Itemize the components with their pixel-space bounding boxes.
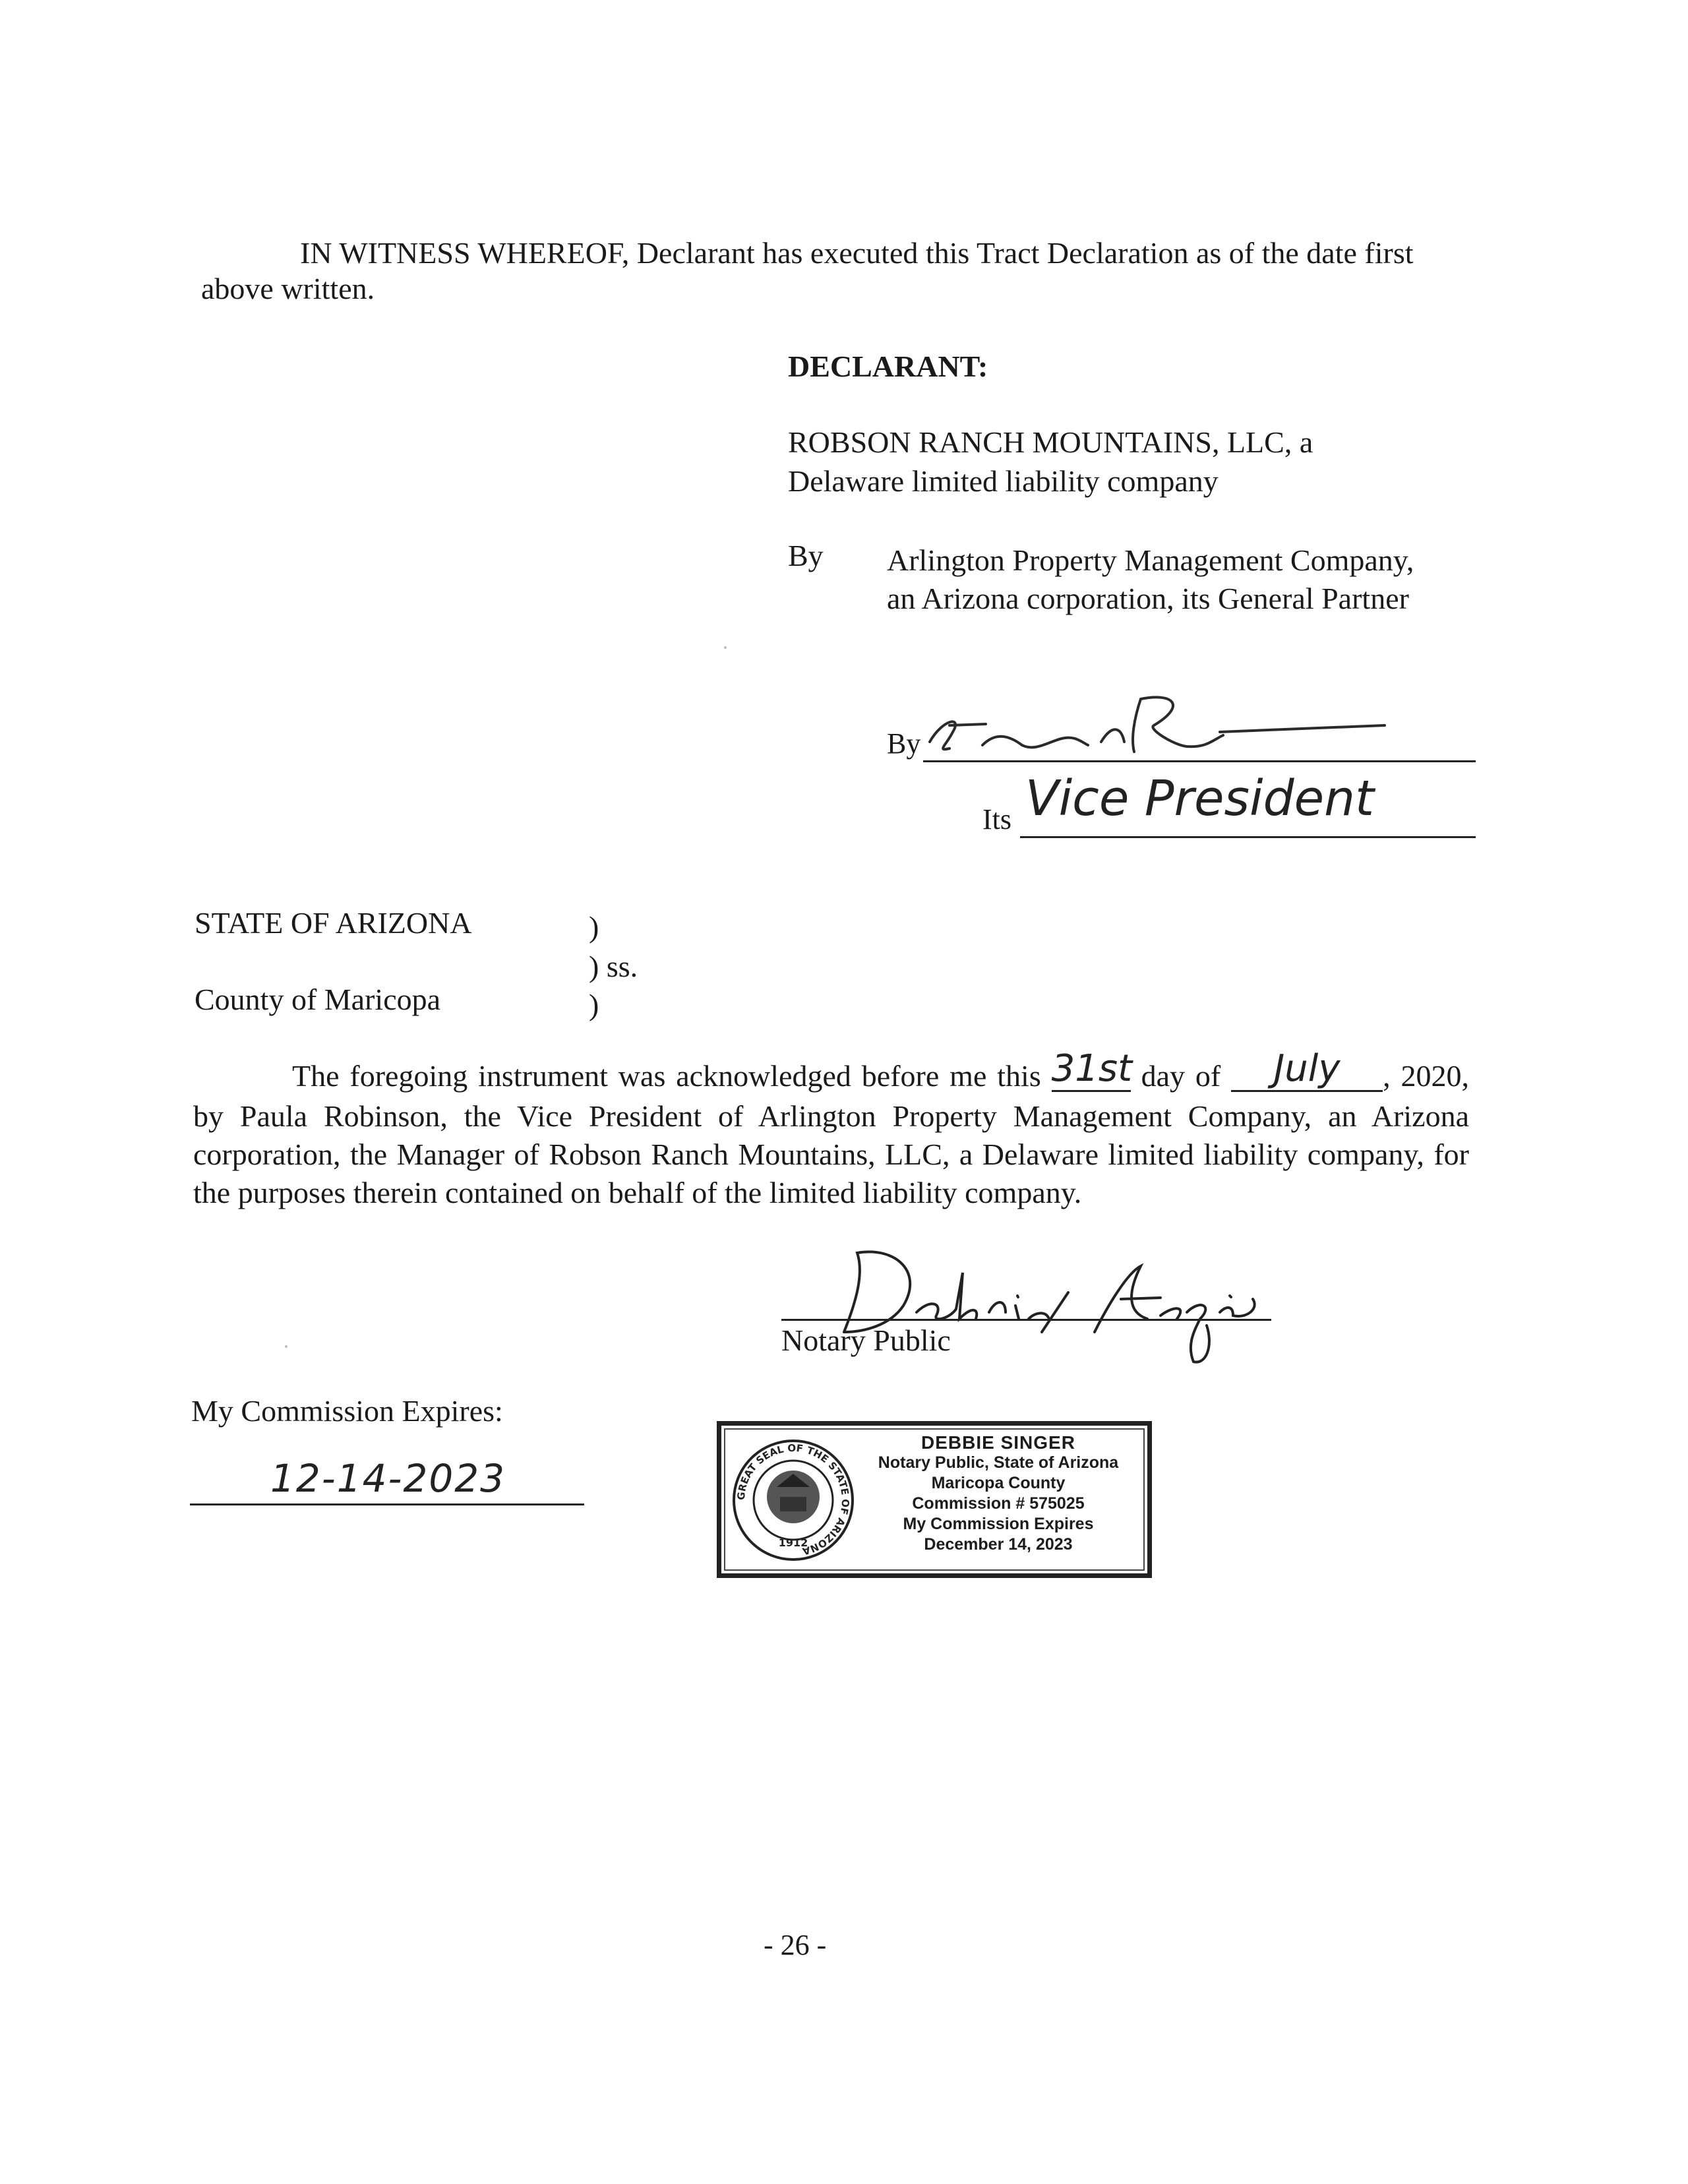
stamp-text-block — [850, 1432, 1147, 1555]
venue-state: STATE OF ARIZONA — [195, 906, 472, 940]
declarant-company-line1: ROBSON RANCH MOUNTAINS, LLC, a — [788, 425, 1313, 459]
witness-clause-line1: IN WITNESS WHEREOF, Declarant has executed this Tract Declaration as of the date first — [300, 236, 1414, 270]
title-line — [1020, 836, 1476, 838]
venue-paren-close: ) — [589, 988, 599, 1021]
seal-year: 1912 — [778, 1536, 808, 1549]
handwritten-day: 31st — [1051, 1047, 1133, 1090]
scan-speck — [285, 1345, 287, 1348]
seal-ring-text: GREAT SEAL OF THE STATE OF ARIZONA — [735, 1441, 852, 1558]
general-partner-line1: Arlington Property Management Company, — [887, 543, 1414, 577]
handwritten-signature — [923, 679, 1398, 772]
ack-text-part3: , 2020, by Paula Robinson, the Vice President of Arlington Property Management Company, an Arizona corporation, the Manager of Robson Ranch Mountains, LLC, a Delaware limited liability company, for the purposes therein contained on behalf of the limited liability company. — [193, 1059, 1470, 1209]
day-blank — [1051, 1047, 1133, 1092]
commission-expires-label: My Commission Expires: — [191, 1394, 503, 1428]
page-number: - 26 - — [764, 1929, 827, 1961]
commission-expires-line — [190, 1503, 584, 1505]
general-partner-line2: an Arizona corporation, its General Partner — [887, 582, 1409, 615]
arizona-state-seal — [731, 1438, 856, 1563]
its-label: Its — [982, 803, 1011, 835]
witness-clause-line2: above written. — [201, 272, 375, 305]
declarant-company-line2: Delaware limited liability company — [788, 464, 1219, 498]
venue-ss: ) ss. — [589, 950, 638, 983]
declarant-heading: DECLARANT: — [788, 349, 988, 383]
stamp-line-county: Maricopa County — [931, 1474, 1066, 1492]
notary-public-label: Notary Public — [781, 1323, 951, 1357]
stamp-line-commission-number: Commission # 575025 — [912, 1494, 1085, 1513]
stamp-notary-name: DEBBIE SINGER — [921, 1432, 1075, 1453]
handwritten-expiration-date: 12-14-2023 — [270, 1456, 506, 1501]
ack-text-part2: day of — [1141, 1059, 1221, 1093]
by-label: By — [788, 539, 824, 572]
acknowledgment-paragraph — [193, 1047, 1470, 1212]
ack-text-part1: The foregoing instrument was acknowledged before me this — [292, 1059, 1041, 1093]
handwritten-title: Vice President — [1025, 770, 1375, 827]
signature-by-label: By — [887, 727, 921, 760]
stamp-line-expires-label: My Commission Expires — [903, 1515, 1094, 1533]
month-blank — [1231, 1047, 1383, 1092]
scan-speck — [724, 646, 727, 649]
venue-paren-open: ) — [589, 910, 599, 944]
notary-stamp — [717, 1421, 1152, 1578]
handwritten-month: July — [1273, 1047, 1341, 1090]
venue-county: County of Maricopa — [195, 983, 441, 1016]
stamp-line-notary-state: Notary Public, State of Arizona — [878, 1453, 1119, 1472]
stamp-line-expires-date: December 14, 2023 — [924, 1535, 1073, 1554]
